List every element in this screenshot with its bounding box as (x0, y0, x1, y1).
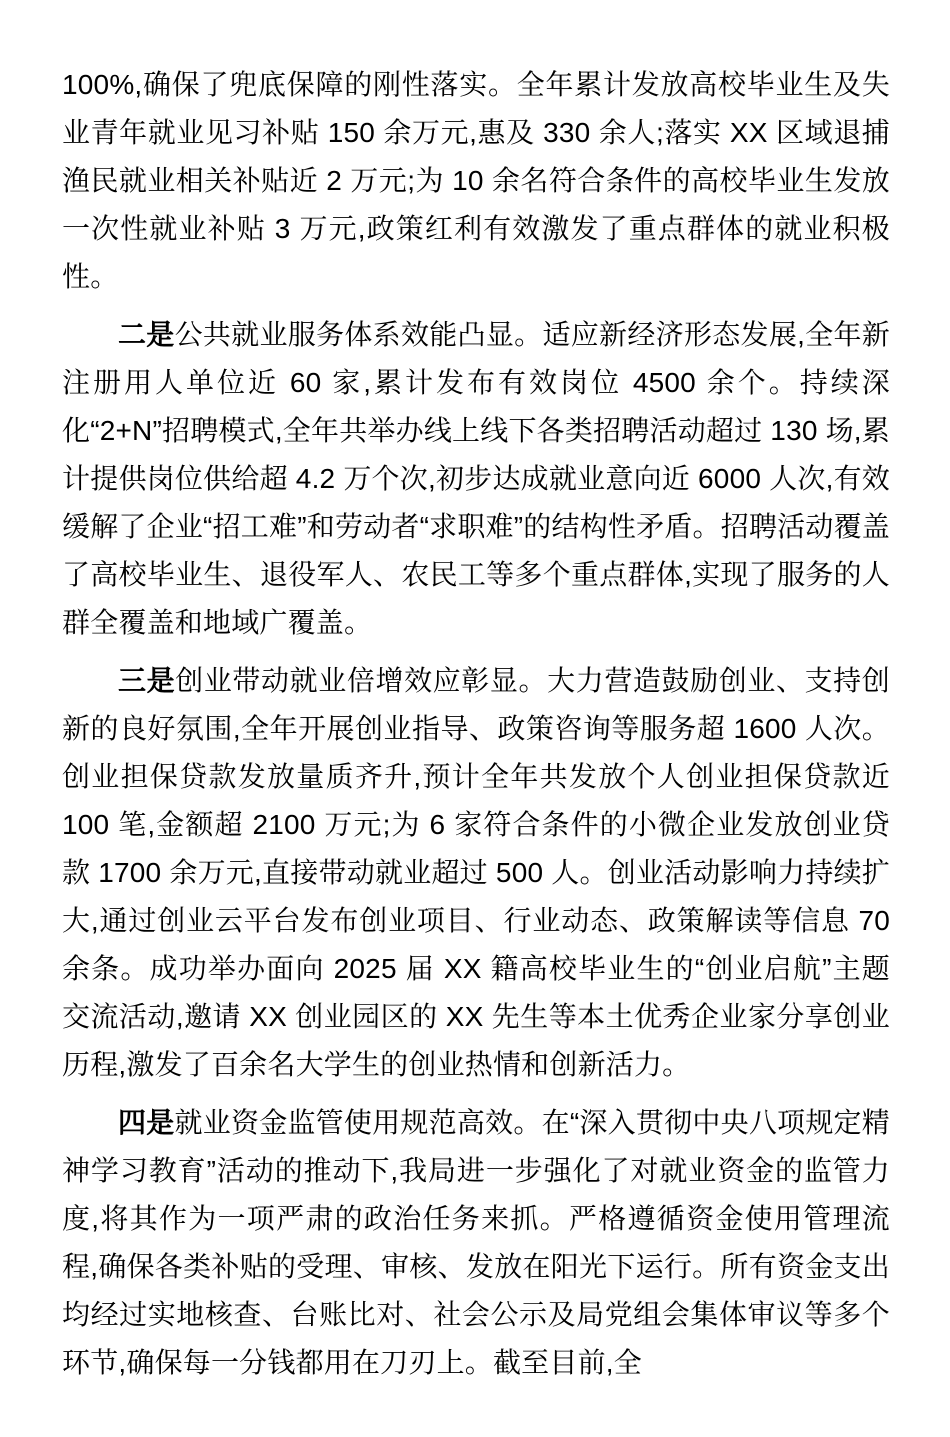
paragraph-text: 公共就业服务体系效能凸显。适应新经济形态发展,全年新注册用人单位近 60 家,累计发布有效岗位 4500 余个。持续深化“2+N”招聘模式,全年共举办线上线下各类招聘活动超过 130 场,累计提供岗位供给超 4.2 万个次,初步达成就业意向近 6000 人次,有效缓解了企业“招工难”和劳动者“求职难”的结构性矛盾。招聘活动覆盖了高校毕业生、退役军人、农民工等多个重点群体,实现了服务的人群全覆盖和地域广覆盖。 (62, 319, 890, 638)
paragraph-text: 创业带动就业倍增效应彰显。大力营造鼓励创业、支持创新的良好氛围,全年开展创业指导、政策咨询等服务超 1600 人次。创业担保贷款发放量质齐升,预计全年共发放个人创业担保贷款近 100 笔,金额超 2100 万元;为 6 家符合条件的小微企业发放创业贷款 1700 余万元,直接带动就业超过 500 人。创业活动影响力持续扩大,通过创业云平台发布创业项目、行业动态、政策解读等信息 70 余条。成功举办面向 2025 届 XX 籍高校毕业生的“创业启航”主题交流活动,邀请 XX 创业园区的 XX 先生等本土优秀企业家分享创业历程,激发了百余名大学生的创业热情和创新活力。 (62, 665, 890, 1080)
paragraph-text: 就业资金监管使用规范高效。在“深入贯彻中央八项规定精神学习教育”活动的推动下,我局进一步强化了对就业资金的监管力度,将其作为一项严肃的政治任务来抓。严格遵循资金使用管理流程,确保各类补贴的受理、审核、发放在阳光下运行。所有资金支出均经过实地核查、台账比对、社会公示及局党组会集体审议等多个环节,确保每一分钱都用在刀刃上。截至目前,全 (62, 1107, 890, 1378)
paragraph-continuation (62, 61, 890, 301)
paragraph-lead: 三是 (118, 665, 176, 696)
paragraph-lead: 二是 (118, 319, 175, 350)
paragraph-text: 100%,确保了兜底保障的刚性落实。全年累计发放高校毕业生及失业青年就业见习补贴 150 余万元,惠及 330 余人;落实 XX 区域退捕渔民就业相关补贴近 2 万元;为 10 余名符合条件的高校毕业生发放一次性就业补贴 3 万元,政策红利有效激发了重点群体的就业积极性。 (62, 69, 890, 292)
paragraph-lead: 四是 (118, 1107, 175, 1138)
paragraph-point-three (62, 657, 890, 1089)
paragraph-point-two (62, 311, 890, 647)
